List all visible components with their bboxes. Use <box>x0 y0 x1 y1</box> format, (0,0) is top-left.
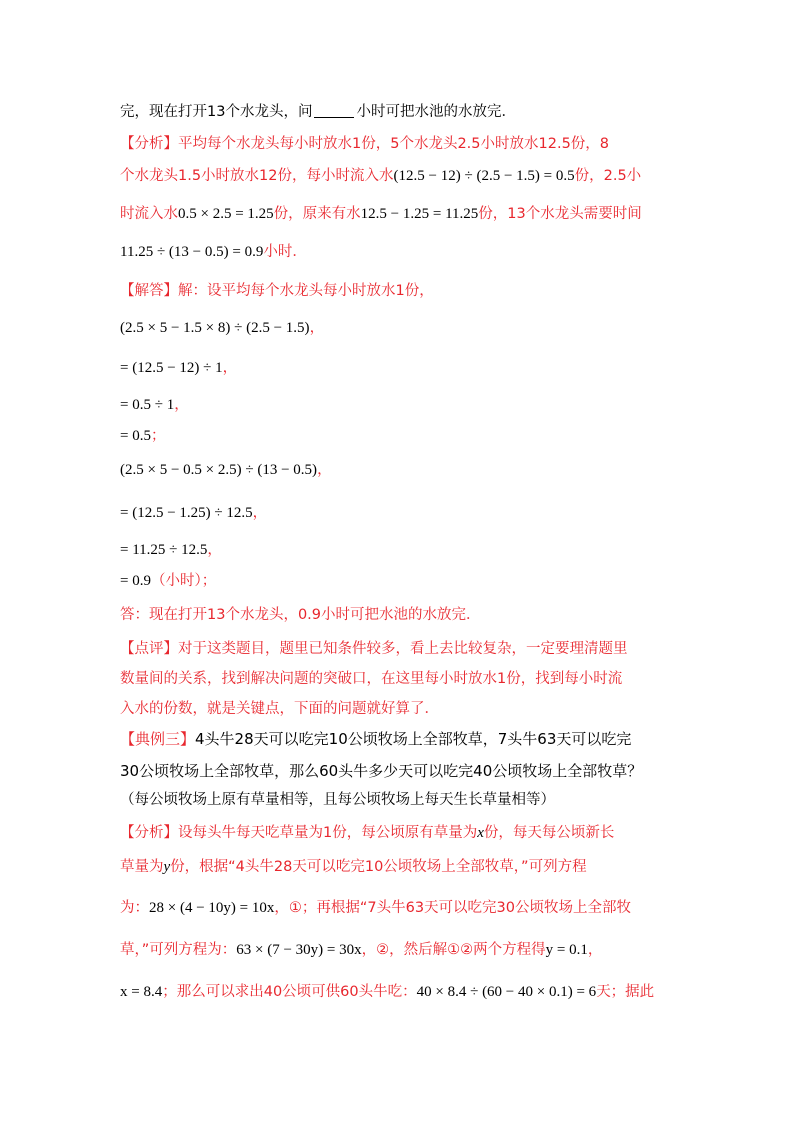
text: 份，13个水龙头需要时间 <box>478 206 642 222</box>
text: 完，现在打开13个水龙头，问 <box>120 104 313 120</box>
text: 份，2.5小 <box>574 168 642 184</box>
formula: 63 × (7 − 30y) = 30x <box>236 942 362 958</box>
equation-8 <box>120 571 216 591</box>
text: ，②，然后解①②两个方程得 <box>361 942 546 958</box>
text: 天；据此 <box>596 984 655 1000</box>
text: 4头牛28天可以吃完10公顷牧场上全部牧草，7头牛63天可以吃完 <box>195 730 632 748</box>
formula: = 0.5 <box>120 428 151 444</box>
analysis-3-line-5 <box>120 982 654 1002</box>
text: 份，原来有水 <box>273 206 361 222</box>
text: 草量为 <box>120 859 164 875</box>
formula: = 0.5 ÷ 1 <box>120 397 175 413</box>
equation-4 <box>120 426 165 446</box>
text: 份，根据“4头牛28天可以吃完10公顷牧场上全部牧草，”可列方程 <box>170 859 587 875</box>
text: （每公顷牧场上原有草量相等，且每公顷牧场上每天生长草量相等） <box>120 792 555 808</box>
text: ， <box>207 542 222 558</box>
formula: (2.5 × 5 − 1.5 × 8) ÷ (2.5 − 1.5) <box>120 320 310 336</box>
formula: 28 × (4 − 10y) = 10x <box>149 900 275 916</box>
text: ， <box>317 462 332 478</box>
equation-3 <box>120 395 189 415</box>
text: 时流入水 <box>120 206 178 222</box>
analysis-3-line-3 <box>120 898 631 918</box>
text: 【分析】设每头牛每天吃草量为1份，每公顷原有草量为 <box>120 825 478 841</box>
variable: y <box>163 859 171 875</box>
formula: (12.5 − 12) ÷ (2.5 − 1.5) = 0.5 <box>393 168 575 184</box>
text: （小时）； <box>150 573 217 589</box>
example-3-note <box>120 790 555 810</box>
analysis-line-1 <box>120 134 609 154</box>
formula: = 11.25 ÷ 12.5 <box>120 542 208 558</box>
formula: = (12.5 − 1.25) ÷ 12.5 <box>120 505 253 521</box>
formula: 12.5 − 1.25 = 11.25 <box>360 206 479 222</box>
text: 草，”可列方程为： <box>120 942 237 958</box>
example-3-line-1 <box>120 729 631 749</box>
formula: (2.5 × 5 − 0.5 × 2.5) ÷ (13 − 0.5) <box>120 462 318 478</box>
text: ， <box>174 397 189 413</box>
equation-6 <box>120 503 267 523</box>
text: 【分析】平均每个水龙头每小时放水1份，5个水龙头2.5小时放水12.5份，8 <box>120 136 610 152</box>
text: 30公顷牧场上全部牧草，那么60头牛多少天可以吃完40公顷牧场上全部牧草？ <box>120 762 643 780</box>
text: ，①；再根据“7头牛63天可以吃完30公顷牧场上全部牧 <box>274 900 632 916</box>
text: 份，每天每公顷新长 <box>483 825 615 841</box>
text: 入水的份数，就是关键点，下面的问题就好算了． <box>120 701 439 717</box>
comment-line-2 <box>120 669 622 689</box>
text: ， <box>587 942 603 958</box>
text: ； <box>150 428 166 444</box>
text: 【点评】对于这类题目，题里已知条件较多，看上去比较复杂，一定要理清题里 <box>120 641 628 657</box>
analysis-line-3 <box>120 204 642 224</box>
text: ；那么可以求出40公顷可供60头牛吃： <box>162 984 417 1000</box>
example-label: 【典例三】 <box>120 730 196 748</box>
text: 小时． <box>263 244 307 260</box>
analysis-3-line-1 <box>120 823 614 843</box>
equation-2 <box>120 358 237 378</box>
equation-1 <box>120 318 324 338</box>
formula: 40 × 8.4 ÷ (60 − 40 × 0.1) = 6 <box>416 984 597 1000</box>
example-3-line-2 <box>120 761 642 781</box>
variable: x <box>477 825 484 841</box>
comment-line-1 <box>120 639 628 659</box>
answer-blank <box>314 103 354 118</box>
answer-line <box>120 605 481 625</box>
analysis-line-2 <box>120 166 641 186</box>
text: 数量间的关系，找到解决问题的突破口，在这里每小时放水1份，找到每小时流 <box>120 671 623 687</box>
formula: = (12.5 − 12) ÷ 1 <box>120 360 223 376</box>
equation-5 <box>120 460 332 480</box>
analysis-line-4 <box>120 242 307 262</box>
comment-line-3 <box>120 699 439 719</box>
formula: 0.5 × 2.5 = 1.25 <box>178 206 274 222</box>
solution-heading <box>120 281 434 301</box>
formula: y = 0.1 <box>545 942 588 958</box>
text: 【解答】解：设平均每个水龙头每小时放水1份， <box>120 283 434 299</box>
text: ， <box>252 505 268 521</box>
text: 为： <box>120 900 149 916</box>
text: 个水龙头1.5小时放水12份，每小时流入水 <box>120 168 394 184</box>
question-line <box>120 102 516 122</box>
formula: x = 8.4 <box>120 984 163 1000</box>
text: 答：现在打开13个水龙头，0.9小时可把水池的水放完． <box>120 607 481 623</box>
analysis-3-line-4 <box>120 940 602 960</box>
text: ， <box>309 320 325 336</box>
text: ， <box>222 360 238 376</box>
formula: 11.25 ÷ (13 − 0.5) = 0.9 <box>120 244 264 260</box>
formula: = 0.9 <box>120 573 151 589</box>
analysis-3-line-2 <box>120 857 587 877</box>
text: 小时可把水池的水放完． <box>356 104 516 120</box>
equation-7 <box>120 540 222 560</box>
